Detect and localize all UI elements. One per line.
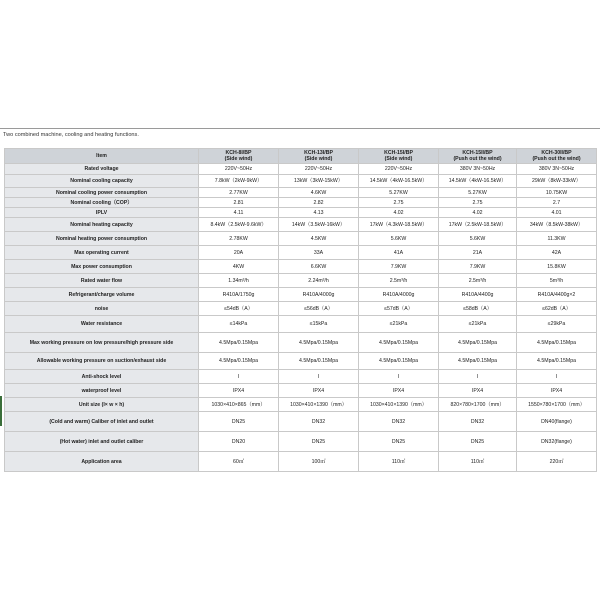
table-cell: 100㎡ [279, 452, 359, 472]
table-cell: 4.5Mpa/0.15Mpa [517, 333, 597, 353]
row-label: waterproof level [5, 384, 199, 398]
table-cell: 4KW [199, 260, 279, 274]
table-cell: 4.6KW [279, 188, 359, 198]
table-cell: DN40(flange) [517, 412, 597, 432]
table-cell: 42A [517, 246, 597, 260]
table-cell: 2.77KW [199, 188, 279, 198]
row-label: IPLV [5, 208, 199, 218]
row-label: Unit size (l× w × h) [5, 398, 199, 412]
table-row [5, 316, 597, 333]
table-cell: I [199, 370, 279, 384]
table-cell: IPX4 [359, 384, 439, 398]
table-cell: I [279, 370, 359, 384]
table-cell: IPX4 [279, 384, 359, 398]
table-cell: 1030×410×1390（mm） [279, 398, 359, 412]
table-cell: 2.78KW [199, 232, 279, 246]
table-row [5, 208, 597, 218]
table-cell: DN20 [199, 432, 279, 452]
table-cell: 820×780×1700（mm） [439, 398, 517, 412]
table-cell: 15.8KW [517, 260, 597, 274]
table-row [5, 218, 597, 232]
row-label: Max operating current [5, 246, 199, 260]
table-cell: 4.5Mpa/0.15Mpa [199, 333, 279, 353]
model-header [359, 149, 439, 164]
row-label: Nominal heating capacity [5, 218, 199, 232]
table-cell: 5m³/h [517, 274, 597, 288]
table-row [5, 412, 597, 432]
model-name: KCH-15II/BP [462, 150, 493, 156]
table-cell: 4.5Mpa/0.15Mpa [279, 353, 359, 370]
table-cell: 220V~50Hz [359, 164, 439, 175]
table-cell: 14.5kW（4kW-16.5kW） [359, 175, 439, 188]
table-cell: 220V~50Hz [199, 164, 279, 175]
row-label: Nominal cooling（COP） [5, 198, 199, 208]
row-label: (Hot water) inlet and outlet caliber [5, 432, 199, 452]
row-label: Anti-shock level [5, 370, 199, 384]
table-cell: 2.75 [439, 198, 517, 208]
table-cell: 5.27KW [359, 188, 439, 198]
row-label: Rated water flow [5, 274, 199, 288]
table-cell: DN25 [359, 432, 439, 452]
table-cell: DN32 [279, 412, 359, 432]
table-cell: I [359, 370, 439, 384]
table-cell: 1030×410×1390（mm） [359, 398, 439, 412]
table-row [5, 370, 597, 384]
table-cell: 220V~50Hz [279, 164, 359, 175]
table-cell: DN32 [439, 412, 517, 432]
model-name: KCH-8I/BP [225, 150, 252, 156]
table-cell: 4.5KW [279, 232, 359, 246]
table-row [5, 246, 597, 260]
table-cell: ≤14kPa [199, 316, 279, 333]
table-cell: 11.3KW [517, 232, 597, 246]
table-cell: 60㎡ [199, 452, 279, 472]
row-label: noise [5, 302, 199, 316]
table-cell: 5.27KW [439, 188, 517, 198]
model-subtitle: (Push out the wind) [532, 156, 581, 162]
table-cell: 41A [359, 246, 439, 260]
table-row [5, 175, 597, 188]
table-row [5, 260, 597, 274]
table-cell: 4.5Mpa/0.15Mpa [517, 353, 597, 370]
table-cell: ≤21kPa [359, 316, 439, 333]
table-row [5, 164, 597, 175]
row-label: Refrigerant/charge volume [5, 288, 199, 302]
table-cell: 34kW（8.5kW-38kW） [517, 218, 597, 232]
table-cell: 14kW（3.5kW-16kW） [279, 218, 359, 232]
table-cell: DN25 [279, 432, 359, 452]
row-label: Application area [5, 452, 199, 472]
table-cell: ≤57dB（A） [359, 302, 439, 316]
table-cell: IPX4 [199, 384, 279, 398]
model-subtitle: (Side wind) [224, 156, 253, 162]
table-cell: 5.6KW [359, 232, 439, 246]
table-cell: IPX4 [517, 384, 597, 398]
table-cell: ≤62dB（A） [517, 302, 597, 316]
table-row [5, 288, 597, 302]
table-cell: R410A/4400g×2 [517, 288, 597, 302]
table-cell: 21A [439, 246, 517, 260]
table-cell: DN32 [359, 412, 439, 432]
table-row [5, 302, 597, 316]
table-cell: DN25 [199, 412, 279, 432]
table-cell: 17kW（2.5kW-18.5kW） [439, 218, 517, 232]
table-cell: 7.9KW [439, 260, 517, 274]
table-row [5, 384, 597, 398]
table-cell: 2.81 [199, 198, 279, 208]
table-cell: 220㎡ [517, 452, 597, 472]
table-cell: ≤29kPa [517, 316, 597, 333]
header-row [5, 149, 597, 164]
table-cell: 7.9KW [359, 260, 439, 274]
table-cell: 2.82 [279, 198, 359, 208]
table-row [5, 432, 597, 452]
row-label: (Cold and warm) Caliber of inlet and outlet [5, 412, 199, 432]
table-row [5, 274, 597, 288]
row-label: Max power consumption [5, 260, 199, 274]
table-cell: 1.34m³/h [199, 274, 279, 288]
row-selection-marker [0, 396, 2, 426]
table-row [5, 353, 597, 370]
table-cell: R410A/4000g [359, 288, 439, 302]
table-cell: 4.01 [517, 208, 597, 218]
table-cell: R410A/4400g [439, 288, 517, 302]
row-label: Rated voltage [5, 164, 199, 175]
table-cell: 380V 3N~50Hz [517, 164, 597, 175]
model-subtitle: (Side wind) [304, 156, 333, 162]
table-cell: 1030×410×865（mm） [199, 398, 279, 412]
table-cell: DN25 [439, 432, 517, 452]
table-cell: 13kW（3kW-15kW） [279, 175, 359, 188]
table-cell: R410A/4000g [279, 288, 359, 302]
table-cell: ≤15kPa [279, 316, 359, 333]
model-header [199, 149, 279, 164]
table-cell: 14.5kW（4kW-16.5kW） [439, 175, 517, 188]
table-cell: DN32(flange) [517, 432, 597, 452]
table-cell: 4.02 [359, 208, 439, 218]
table-cell: 10.75KW [517, 188, 597, 198]
model-header [439, 149, 517, 164]
row-label: Allowable working pressure on suction/exhaust side [5, 353, 199, 370]
table-cell: 17kW（4.3kW-18.5kW） [359, 218, 439, 232]
table-cell: 380V 3N~50Hz [439, 164, 517, 175]
table-row [5, 333, 597, 353]
model-name: KCH-15I/BP [384, 150, 413, 156]
table-cell: 2.24m³/h [279, 274, 359, 288]
model-header [517, 149, 597, 164]
table-cell: ≤54dB（A） [199, 302, 279, 316]
table-cell: 4.5Mpa/0.15Mpa [199, 353, 279, 370]
table-row [5, 232, 597, 246]
item-header: Item [5, 149, 199, 164]
model-subtitle: (Push out the wind) [453, 156, 502, 162]
table-cell: 2.5m³/h [439, 274, 517, 288]
table-cell: 1550×780×1700（mm） [517, 398, 597, 412]
table-cell: 4.5Mpa/0.15Mpa [359, 333, 439, 353]
table-cell: 4.11 [199, 208, 279, 218]
table-cell: 2.7 [517, 198, 597, 208]
table-cell: I [517, 370, 597, 384]
table-cell: 5.6KW [439, 232, 517, 246]
table-cell: 6.6KW [279, 260, 359, 274]
table-cell: 4.5Mpa/0.15Mpa [279, 333, 359, 353]
table-cell: 110㎡ [359, 452, 439, 472]
sheet-caption: Two combined machine, cooling and heating functions. [0, 128, 600, 141]
table-cell: 2.75 [359, 198, 439, 208]
table-cell: IPX4 [439, 384, 517, 398]
row-label: Water resistance [5, 316, 199, 333]
table-cell: ≤58dB（A） [439, 302, 517, 316]
table-cell: 4.5Mpa/0.15Mpa [359, 353, 439, 370]
table-cell: 4.13 [279, 208, 359, 218]
table-cell: 20A [199, 246, 279, 260]
table-cell: 4.02 [439, 208, 517, 218]
table-cell: 33A [279, 246, 359, 260]
table-cell: 2.5m³/h [359, 274, 439, 288]
row-label: Nominal cooling capacity [5, 175, 199, 188]
row-label: Max working pressure on low pressure/high pressure side [5, 333, 199, 353]
table-cell: 7.8kW（2kW-9kW） [199, 175, 279, 188]
spreadsheet-area [0, 128, 600, 141]
model-name: KCH-30II/BP [541, 150, 572, 156]
table-row [5, 188, 597, 198]
table-cell: R410A/1750g [199, 288, 279, 302]
model-header [279, 149, 359, 164]
table-cell: 4.5Mpa/0.15Mpa [439, 333, 517, 353]
table-cell: 29kW（8kW-33kW） [517, 175, 597, 188]
spec-table [4, 148, 597, 472]
table-row [5, 452, 597, 472]
row-label: Nominal cooling power consumption [5, 188, 199, 198]
table-cell: ≤56dB（A） [279, 302, 359, 316]
row-label: Nominal heating power consumption [5, 232, 199, 246]
table-cell: 8.4kW（2.5kW-9.6kW） [199, 218, 279, 232]
table-cell: 4.5Mpa/0.15Mpa [439, 353, 517, 370]
table-cell: 110㎡ [439, 452, 517, 472]
table-cell: ≤21kPa [439, 316, 517, 333]
model-name: KCH-13I/BP [304, 150, 333, 156]
table-row [5, 198, 597, 208]
model-subtitle: (Side wind) [384, 156, 413, 162]
table-row [5, 398, 597, 412]
table-cell: I [439, 370, 517, 384]
